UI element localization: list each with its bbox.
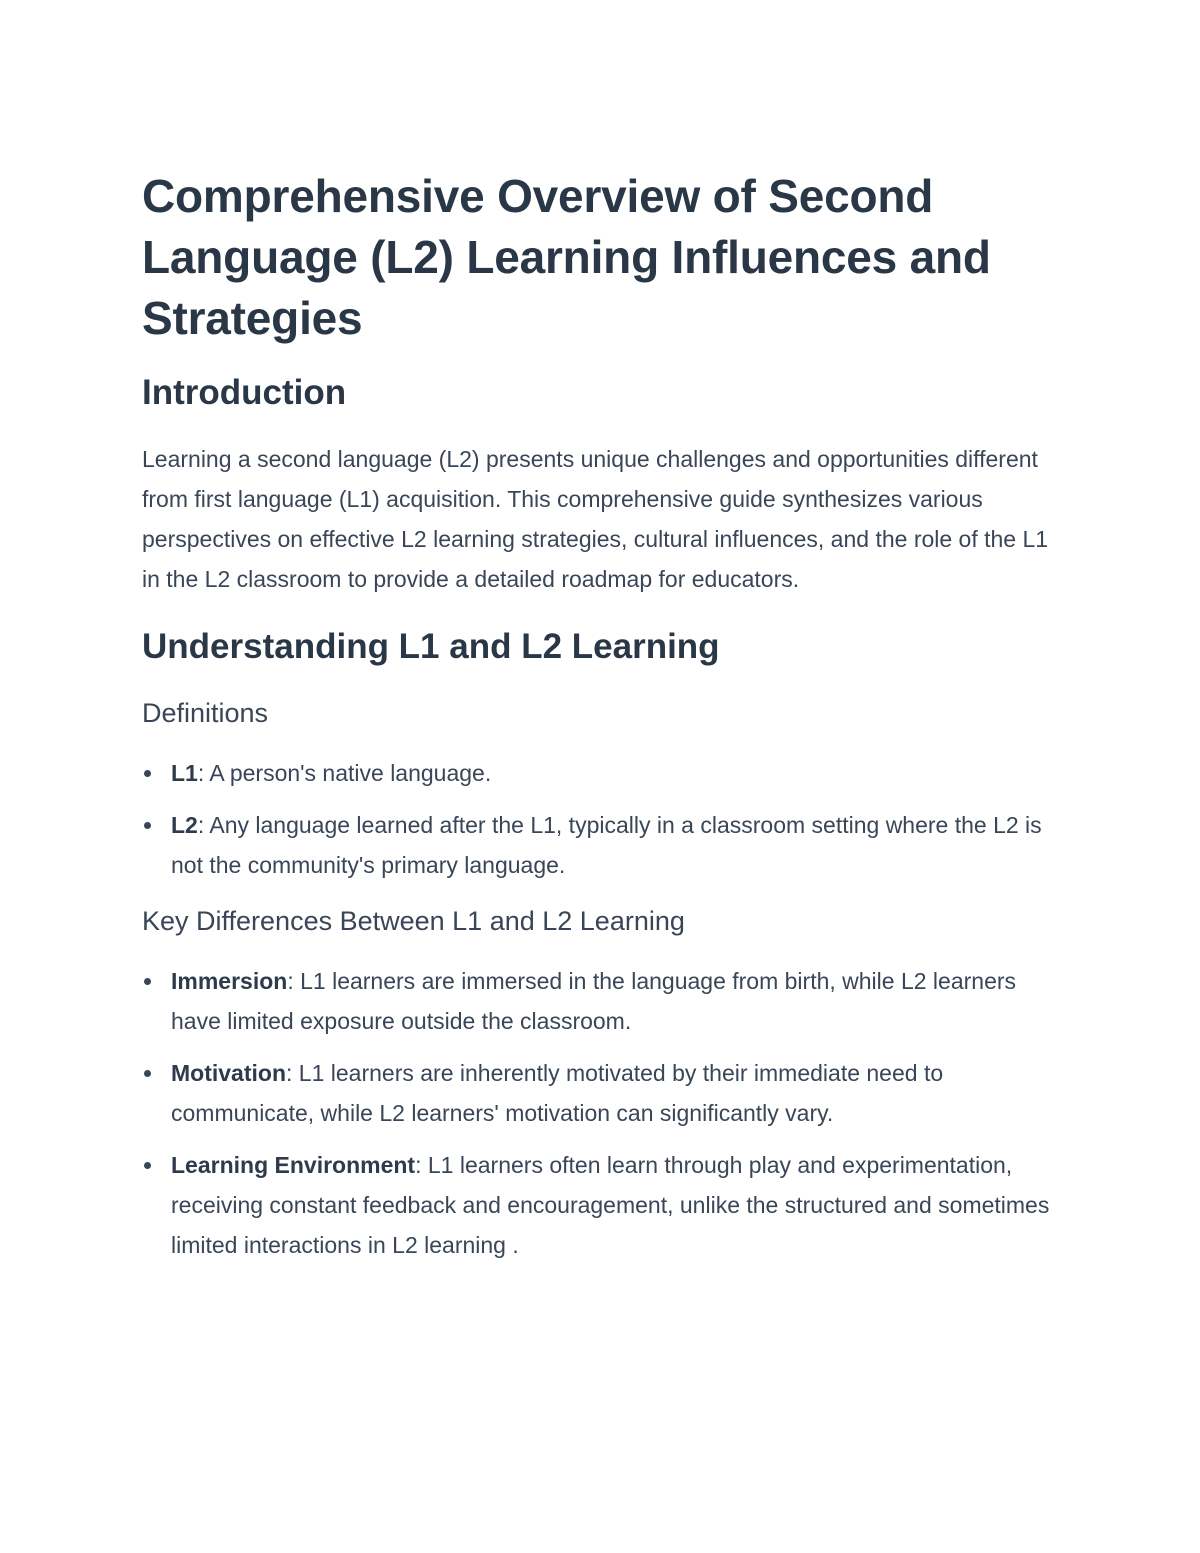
term-label: L1 (171, 760, 198, 786)
definitions-list (142, 753, 1062, 885)
introduction-paragraph: Learning a second language (L2) presents unique challenges and opportunities different from first language (L1) acquisition. This comprehensive guide synthesizes various perspectives on effective L2 learning strategies, cultural influences, and the role of the L1 in the L2 classroom to provide a detailed roadmap for educators. (142, 446, 1049, 592)
list-item (142, 1053, 1062, 1133)
term-separator: : (197, 812, 210, 838)
term-description: L1 learners are immersed in the language from birth, while L2 learners have limited exposure outside the classroom. (171, 968, 1017, 1034)
term-description: L1 learners are inherently motivated by their immediate need to communicate, while L2 learners' motivation can significantly vary. (171, 1060, 944, 1126)
bullet-icon (144, 1162, 151, 1169)
differences-heading: Key Differences Between L1 and L2 Learning (142, 906, 685, 936)
differences-list (142, 961, 1062, 1265)
bullet-icon (144, 770, 151, 777)
definitions-heading: Definitions (142, 698, 269, 728)
term-separator: : (286, 1060, 299, 1086)
bullet-icon (144, 822, 151, 829)
list-item (142, 753, 1062, 793)
bullet-icon (144, 1070, 151, 1077)
term-description: A person's native language. (209, 760, 492, 786)
term-separator: : (287, 968, 301, 994)
term-label: Immersion (171, 968, 288, 994)
bullet-icon (144, 978, 151, 985)
document-page (142, 166, 1062, 1265)
term-separator: : (415, 1152, 428, 1178)
term-label: L2 (171, 812, 198, 838)
understanding-heading: Understanding L1 and L2 Learning (142, 627, 720, 666)
introduction-heading: Introduction (142, 373, 347, 412)
term-label: Learning Environment (171, 1152, 416, 1178)
term-description: Any language learned after the L1, typically in a classroom setting where the L2 is not the community's primary language. (171, 812, 1042, 878)
document-title: Comprehensive Overview of Second Language (L2) Learning Influences and Strategies (142, 170, 991, 344)
list-item (142, 1145, 1062, 1265)
list-item (142, 805, 1062, 885)
list-item (142, 961, 1062, 1041)
term-label: Motivation (171, 1060, 286, 1086)
term-separator: : (197, 760, 210, 786)
term-description: L1 learners often learn through play and experimentation, receiving constant feedback and encouragement, unlike the structured and sometimes limited interactions in L2 learning . (171, 1152, 1050, 1258)
